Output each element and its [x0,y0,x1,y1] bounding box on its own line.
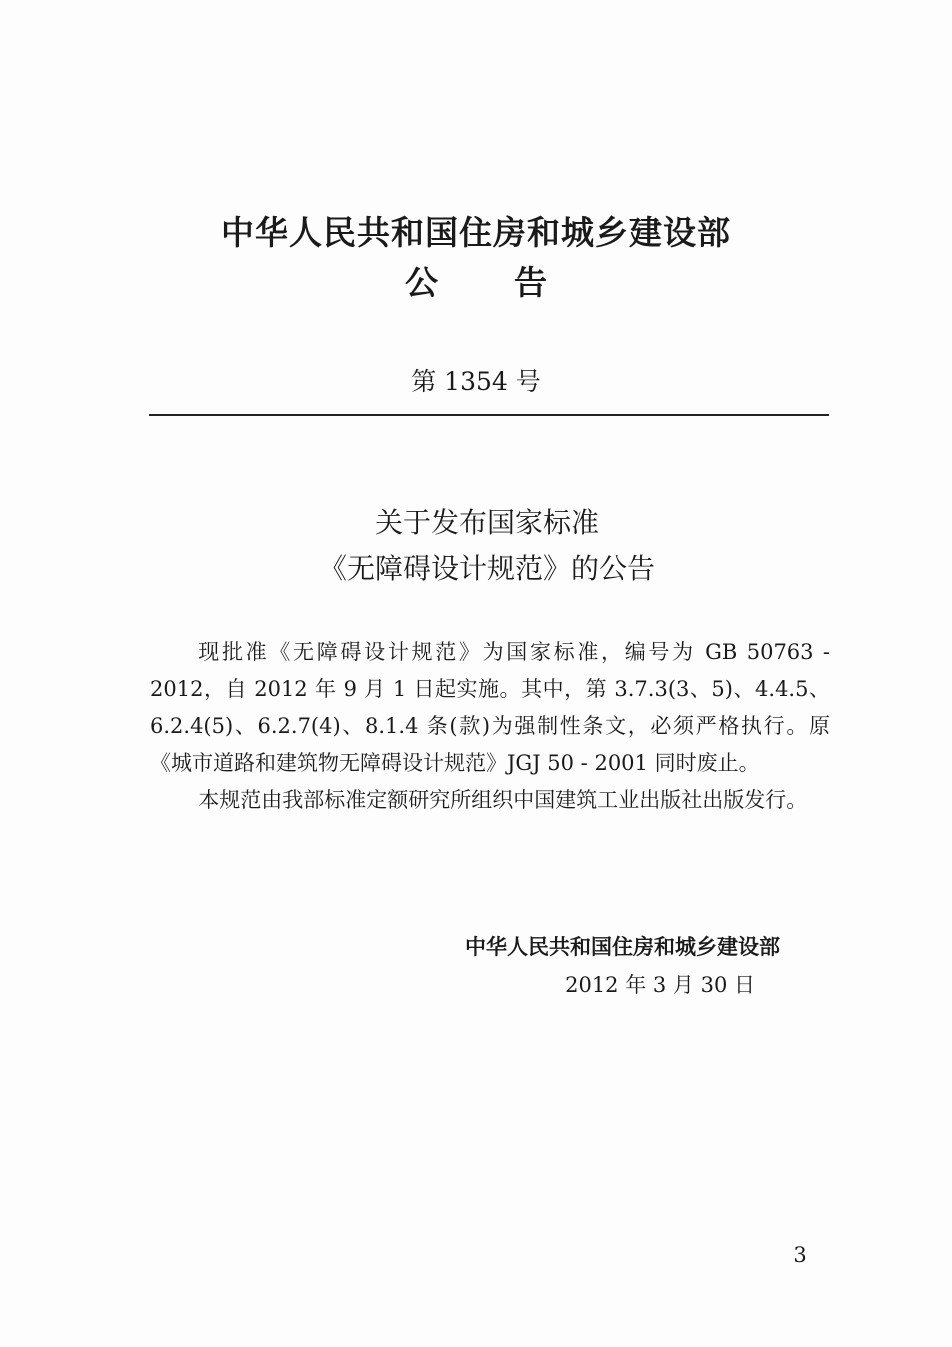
document-type-heading [0,258,952,308]
issuer-heading: 中华人民共和国住房和城乡建设部 [221,213,731,252]
notice-title-line-1: 关于发布国家标准 [374,506,599,539]
notice-body [150,634,830,819]
signature-date: 2012 年 3 月 30 日 [565,973,755,997]
body-paragraph-1: 现批准《无障碍设计规范》为国家标准，编号为 GB 50763 - 2012，自 2012 年 9 月 1 日起实施。其中，第 3.7.3(3、5)、4.4.5、6.2.4(5)、6.2.7(4)、8.1.4 条(款)为强制性条文，必须严格执行。原《城市道路和建筑物无障碍设计规范》JGJ 50 - 2001 同时废止。 [150,640,830,775]
signature-issuer: 中华人民共和国住房和城乡建设部 [465,935,780,959]
document-number: 第 1354 号 [411,367,541,396]
page-number: 3 [793,1243,807,1267]
document-type-char-2: 告 [514,263,547,302]
notice-title [0,500,952,592]
notice-title-line-2: 《无障碍设计规范》的公告 [318,552,655,585]
body-paragraph-2: 本规范由我部标准定额研究所组织中国建筑工业出版社出版发行。 [198,788,808,812]
header-divider [149,414,829,416]
document-type-char-1: 公 [405,263,438,302]
